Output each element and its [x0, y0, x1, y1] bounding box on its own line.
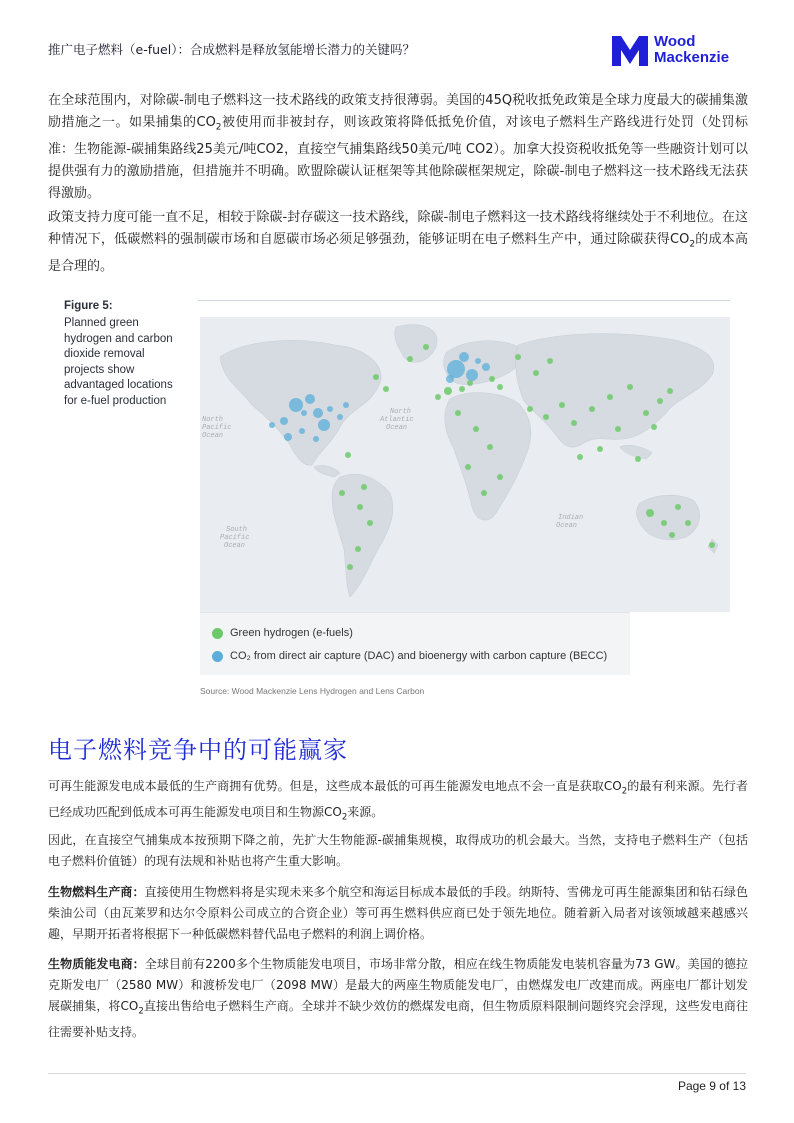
north-atlantic-label-l3: Ocean [386, 424, 408, 432]
co2-capture-marker [284, 433, 292, 441]
green-hydrogen-marker [559, 402, 565, 408]
green-hydrogen-marker [709, 542, 715, 548]
co2-capture-marker [313, 408, 323, 418]
document-header-title: 推广电子燃料（e-fuel）：合成燃料是释放氢能增长潜力的关键吗？ [48, 42, 415, 57]
section-para4-b: 直接出售给电子燃料生产商。全球并不缺少效仿的燃煤发电商，但生物质原料限制问题终究会浮现，这些发电商往往需要补贴支持。 [48, 999, 748, 1040]
co2-capture-marker [289, 398, 303, 412]
body-paragraph-2 [48, 207, 748, 278]
page-number: Page 9 of 13 [677, 1079, 746, 1093]
green-hydrogen-marker [345, 452, 351, 458]
co2-capture-marker [446, 375, 454, 383]
green-hydrogen-marker [533, 370, 539, 376]
green-hydrogen-marker [444, 387, 452, 395]
green-hydrogen-marker [515, 354, 521, 360]
green-hydrogen-marker [589, 406, 595, 412]
green-hydrogen-marker [481, 490, 487, 496]
footer-rule [48, 1073, 746, 1074]
logo-line-2: Mackenzie [654, 49, 730, 66]
green-hydrogen-marker [627, 384, 633, 390]
figure-top-rule [198, 300, 730, 301]
indian-ocean-label-l1: Indian [558, 514, 584, 522]
green-hydrogen-marker [669, 532, 675, 538]
green-hydrogen-marker [357, 504, 363, 510]
logo-text [654, 34, 729, 66]
world-map [200, 317, 730, 612]
para1-text-b: 被使用而非被封存，则该政策将降低抵免价值，对该电子燃料生产路线进行处罚（处罚标准：生物能源-碳捕集路线25美元/吨CO2，直接空气捕集路线50美元/吨 CO2）。加拿大投资税收抵免等一些融资计划可以提供强有力的激励措施，但措施并不明确。欧盟除碳认证框架等其他除碳框架规定，除碳-制电子燃料这一技术路线无法获得激励。 [48, 115, 748, 201]
green-hydrogen-marker [643, 410, 649, 416]
para2-text-b: 的成本高是合理的。 [48, 232, 748, 274]
co2-capture-marker [269, 422, 275, 428]
section-para1-c: 来源。 [347, 805, 384, 820]
logo-line-1: Wood [654, 33, 696, 50]
co2-capture-marker [475, 358, 481, 364]
green-hydrogen-marker [459, 386, 465, 392]
green-hydrogen-marker [435, 394, 441, 400]
green-hydrogen-marker [597, 446, 603, 452]
green-hydrogen-marker [661, 520, 667, 526]
body-paragraph-1 [48, 90, 748, 205]
para1-text-a: 在全球范围内，对除碳-制电子燃料这一技术路线的政策支持很薄弱。美国的45Q税收抵免政策是全球力度最大的碳捕集激励措施之一。如果捕集的CO [48, 93, 748, 130]
legend-label-co2-capture: CO₂ from direct air capture (DAC) and bioenergy with carbon capture (BECC) [230, 650, 608, 662]
co2-capture-marker [327, 406, 333, 412]
south-pacific-label-l3: Ocean [224, 542, 246, 550]
north-atlantic-label-l2: Atlantic [380, 416, 414, 424]
figure-5 [58, 300, 734, 700]
green-hydrogen-marker [467, 380, 473, 386]
north-pacific-label-l1: North [202, 416, 224, 424]
blue-dot-icon [212, 651, 223, 662]
section-paragraph-2: 因此，在直接空气捕集成本按预期下降之前，先扩大生物能源-碳捕集规模，取得成功的机会最大。当然，支持电子燃料生产（包括电子燃料价值链）的现有法规和补贴也将产生重大影响。 [48, 833, 748, 868]
wood-mackenzie-logo [612, 34, 752, 70]
south-pacific-label-l1: South [226, 526, 248, 534]
green-hydrogen-marker [675, 504, 681, 510]
green-hydrogen-marker [497, 384, 503, 390]
figure-caption: Planned green hydrogen and carbon dioxide removal projects show advantaged locations for e-fuel production [64, 317, 173, 407]
figure-source: Source: Wood Mackenzie Lens Hydrogen and Lens Carbon [200, 686, 425, 696]
green-dot-icon [212, 628, 223, 639]
green-hydrogen-marker [571, 420, 577, 426]
co2-capture-marker [482, 363, 490, 371]
green-hydrogen-marker [455, 410, 461, 416]
co2-capture-marker [313, 436, 319, 442]
green-hydrogen-marker [607, 394, 613, 400]
green-hydrogen-marker [347, 564, 353, 570]
section-para1-sub2: 2 [341, 812, 348, 823]
world-map-svg [200, 317, 730, 612]
green-hydrogen-marker [667, 388, 673, 394]
section-paragraph-4 [48, 954, 748, 1043]
section-para3-text: 直接使用生物燃料将是实现未来多个航空和海运目标成本最低的手段。纳斯特、雪佛龙可再生能源集团和钻石绿色柴油公司（由瓦莱罗和达尔令原料公司成立的合资企业）等可再生燃料供应商已处于领先地位。随着新入局者对该领域越来越感兴趣，早期开拓者将根据下一种低碳燃料替代品电子燃料的利润上调价格。 [48, 885, 748, 941]
section-paragraph-1 [48, 776, 748, 829]
section-para4-a: 全球目前有2200多个生物质能发电项目，市场非常分散，相应在线生物质能发电装机容量为73 GW。美国的德拉克斯发电厂（2580 MW）和渡桥发电厂（2098 MW）是最大的两座生物质能发电厂，由燃煤发电厂改建而成。两座电厂都计划发展碳捕集，将CO [48, 957, 748, 1013]
indian-ocean-label-l2: Ocean [556, 522, 578, 530]
green-hydrogen-marker [651, 424, 657, 430]
para2-text-a: 政策支持力度可能一直不足，相较于除碳-封存碳这一技术路线，除碳-制电子燃料这一技术路线将继续处于不利地位。在这种情况下，低碳燃料的强制碳市场和自愿碳市场必须足够强劲，能够证明在电子燃料生产中，通过除碳获得CO [48, 210, 748, 247]
green-hydrogen-marker [685, 520, 691, 526]
green-hydrogen-marker [646, 509, 654, 517]
section-para4-sub: 2 [138, 1006, 144, 1017]
co2-capture-marker [337, 414, 343, 420]
green-hydrogen-marker [487, 444, 493, 450]
biofuel-producers-term: 生物燃料生产商： [48, 885, 145, 899]
south-pacific-label-l2: Pacific [220, 534, 250, 542]
para2-subscript: 2 [689, 239, 696, 250]
map-legend [200, 612, 630, 675]
figure-label: Figure 5: [64, 300, 113, 312]
co2-capture-marker [299, 428, 305, 434]
green-hydrogen-marker [407, 356, 413, 362]
co2-capture-marker [343, 402, 349, 408]
green-hydrogen-marker [367, 520, 373, 526]
north-pacific-label-l2: Pacific [202, 424, 232, 432]
north-atlantic-label-l1: North [390, 408, 412, 416]
section-para1-sub: 2 [621, 786, 628, 797]
green-hydrogen-marker [547, 358, 553, 364]
section-title: 电子燃料竞争中的可能赢家 [48, 736, 348, 764]
green-hydrogen-marker [635, 456, 641, 462]
green-hydrogen-marker [465, 464, 471, 470]
legend-label-green-hydrogen: Green hydrogen (e-fuels) [230, 627, 353, 639]
co2-capture-marker [280, 417, 288, 425]
co2-capture-marker [459, 352, 469, 362]
co2-capture-marker [305, 394, 315, 404]
green-hydrogen-marker [361, 484, 367, 490]
section-para1-b: 的最有利来源。先行者已经成功匹配到低成本可再生能源发电项目和生物源CO [48, 779, 748, 820]
co2-capture-marker [466, 369, 478, 381]
green-hydrogen-marker [355, 546, 361, 552]
green-hydrogen-marker [489, 376, 495, 382]
green-hydrogen-marker [657, 398, 663, 404]
green-hydrogen-marker [473, 426, 479, 432]
green-hydrogen-marker [339, 490, 345, 496]
green-hydrogen-marker [373, 374, 379, 380]
co2-capture-marker [318, 419, 330, 431]
north-pacific-label-l3: Ocean [202, 432, 224, 440]
para1-subscript: 2 [215, 122, 222, 133]
green-hydrogen-marker [423, 344, 429, 350]
green-hydrogen-marker [527, 406, 533, 412]
section-para1-a: 可再生能源发电成本最低的生产商拥有优势。但是，这些成本最低的可再生能源发电地点不会一直是获取CO [48, 779, 622, 793]
biomass-power-term: 生物质能发电商： [48, 957, 145, 971]
co2-capture-marker [301, 410, 307, 416]
green-hydrogen-marker [615, 426, 621, 432]
section-paragraph-3 [48, 882, 748, 945]
green-hydrogen-marker [383, 386, 389, 392]
green-hydrogen-marker [543, 414, 549, 420]
green-hydrogen-marker [497, 474, 503, 480]
wood-mackenzie-logo-icon [612, 36, 648, 66]
green-hydrogen-marker [577, 454, 583, 460]
